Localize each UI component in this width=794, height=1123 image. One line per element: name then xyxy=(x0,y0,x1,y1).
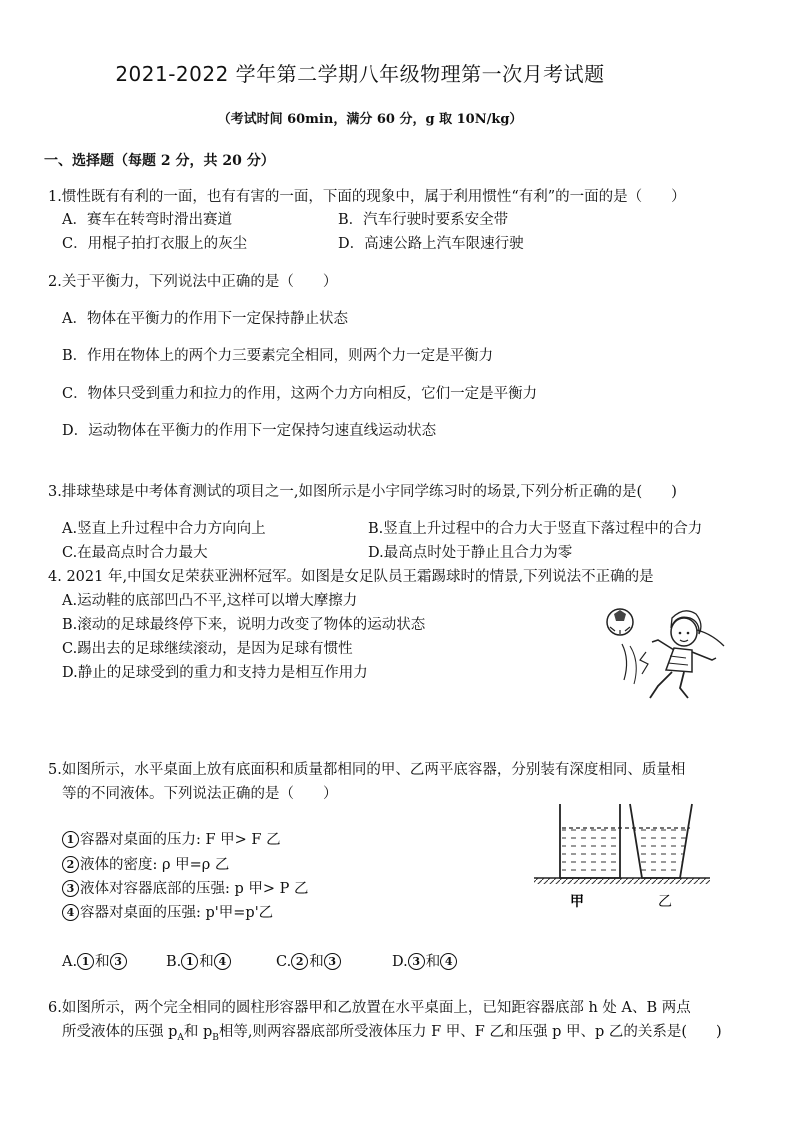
q2-stem: 2.关于平衡力，下列说法中正确的是（ ） xyxy=(48,274,338,290)
q4-option-a: A.运动鞋的底部凹凸不平,这样可以增大摩擦力 xyxy=(62,593,358,609)
q1-option-a: A．赛车在转弯时滑出赛道 xyxy=(62,212,232,228)
q1-stem: 1.惯性既有有利的一面，也有有害的一面，下面的现象中，属于利用惯性“有利”的一面的是（ ） xyxy=(48,189,686,205)
q5-option-a: A. 1 和 3 xyxy=(62,952,128,972)
circled-number-4: 4 xyxy=(62,904,79,921)
q5-option-d: D. 3 和 4 xyxy=(392,952,458,972)
q4-stem: 4. 2021 年,中国女足荣获亚洲杯冠军。如图是女足队员王霜踢球时的情景,下列说法不正确的是 xyxy=(48,569,654,585)
circled-number-2: 2 xyxy=(62,856,79,873)
q2-option-c: C．物体只受到重力和拉力的作用，这两个力方向相反，它们一定是平衡力 xyxy=(62,386,538,402)
q2-option-b: B．作用在物体上的两个力三要素完全相同，则两个力一定是平衡力 xyxy=(62,348,494,364)
q4-option-d: D.静止的足球受到的重力和支持力是相互作用力 xyxy=(62,665,368,681)
q2-option-d: D．运动物体在平衡力的作用下一定保持匀速直线运动状态 xyxy=(62,423,437,439)
container-label-right: 乙 xyxy=(658,894,672,910)
q3-option-c: C.在最高点时合力最大 xyxy=(62,545,208,561)
q6-stem-line2: 所受液体的压强 $p_A$和 $p_B$相等,则两容器底部所受液体压力 F 甲、F 乙和压强 p 甲、p 乙的关系是( ) xyxy=(62,1024,722,1043)
q5-option-c: C. 2 和 3 xyxy=(276,952,342,972)
q5-statement-3: 3 液体对容器底部的压强: p 甲> P 乙 xyxy=(62,879,309,899)
q3-stem: 3.排球垫球是中考体育测试的项目之一,如图所示是小宇同学练习时的场景,下列分析正确的是( ) xyxy=(48,484,677,500)
q3-option-b: B.竖直上升过程中的合力大于竖直下落过程中的合力 xyxy=(368,521,703,537)
q3-option-d: D.最高点时处于静止且合力为零 xyxy=(368,545,573,561)
q1-option-b: B．汽车行驶时要系安全带 xyxy=(338,212,509,228)
q5-statement-4: 4 容器对桌面的压强: p'甲=p'乙 xyxy=(62,903,273,923)
q4-option-c: C.踢出去的足球继续滚动，是因为足球有惯性 xyxy=(62,641,353,657)
q5-option-b: B. 1 和 4 xyxy=(166,952,232,972)
q2-option-a: A．物体在平衡力的作用下一定保持静止状态 xyxy=(62,311,348,327)
circled-number-1: 1 xyxy=(62,831,79,848)
circled-number-3: 3 xyxy=(62,880,79,897)
q1-option-c: C．用棍子拍打衣服上的灰尘 xyxy=(62,236,248,252)
exam-title: 2021-2022 学年第二学期八年级物理第一次月考试题 xyxy=(115,62,605,86)
exam-subtitle: （考试时间 60min，满分 60 分，g 取 10N/kg） xyxy=(217,112,523,127)
q5-statement-1: 1 容器对桌面的压力: F 甲> F 乙 xyxy=(62,830,281,850)
q5-stem-line2: 等的不同液体。下列说法正确的是（ ） xyxy=(62,786,338,802)
container-label-left: 甲 xyxy=(570,894,584,910)
soccer-player-figure xyxy=(600,600,736,702)
containers-figure xyxy=(530,802,714,914)
q1-option-d: D．高速公路上汽车限速行驶 xyxy=(338,236,524,252)
q6-stem-line1: 6.如图所示，两个完全相同的圆柱形容器甲和乙放置在水平桌面上，已知距容器底部 h 处 A、B 两点 xyxy=(48,1000,691,1016)
q3-option-a: A.竖直上升过程中合力方向向上 xyxy=(62,521,266,537)
q4-option-b: B.滚动的足球最终停下来，说明力改变了物体的运动状态 xyxy=(62,617,426,633)
q5-statement-2: 2 液体的密度: ρ 甲=ρ 乙 xyxy=(62,855,229,875)
q5-stem-line1: 5.如图所示，水平桌面上放有底面积和质量都相同的甲、乙两平底容器，分别装有深度相同、质量相 xyxy=(48,762,686,778)
section-heading: 一、选择题（每题 2 分，共 20 分） xyxy=(44,153,275,169)
